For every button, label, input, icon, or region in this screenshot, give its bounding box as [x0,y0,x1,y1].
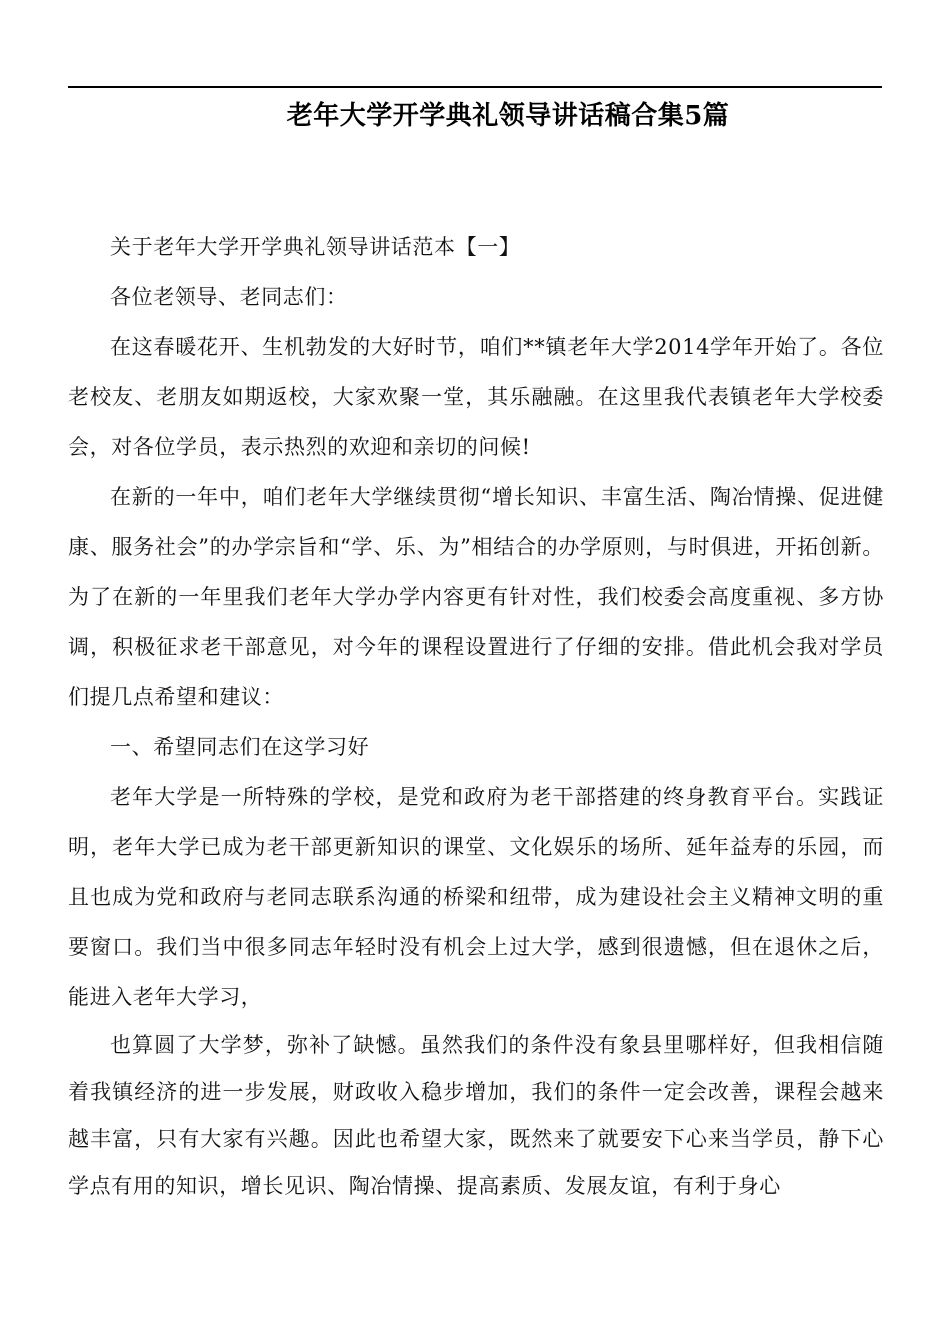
subheading: 一、希望同志们在这学习好 [110,735,370,759]
body-paragraph: 老年大学是一所特殊的学校，是党和政府为老干部搭建的终身教育平台。实践证明，老年大学已成为老干部更新知识的课堂、文化娱乐的场所、延年益寿的乐园，而且也成为党和政府与老同志联系沟通的桥梁和纽带，成为建设社会主义精神文明的重要窗口。我们当中很多同志年轻时没有机会上过大学，感到很遗憾，但在退休之后，能进入老年大学习， [68,785,884,1009]
salutation: 各位老领导、老同志们： [110,285,348,309]
body-paragraph: 在这春暖花开、生机勃发的大好时节，咱们**镇老年大学2014学年开始了。各位老校友、老朋友如期返校，大家欢聚一堂，其乐融融。在这里我代表镇老年大学校委会，对各位学员，表示热烈的欢迎和亲切的问候! [68,335,884,459]
document-title: 老年大学开学典礼领导讲话稿合集5篇 [286,101,730,131]
body-paragraph: 也算圆了大学梦，弥补了缺憾。虽然我们的条件没有象县里哪样好，但我相信随着我镇经济的进一步发展，财政收入稳步增加，我们的条件一定会改善，课程会越来越丰富，只有大家有兴趣。因此也希望大家，既然来了就要安下心来当学员，静下心学点有用的知识，增长见识、陶冶情操、提高素质、发展友谊，有利于身心 [68,1033,884,1198]
header-rule [68,86,882,88]
body-paragraph: 在新的一年中，咱们老年大学继续贯彻“增长知识、丰富生活、陶冶情操、促进健康、服务社会”的办学宗旨和“学、乐、为”相结合的办学原则，与时俱进，开拓创新。为了在新的一年里我们老年大学办学内容更有针对性，我们校委会高度重视、多方协调，积极征求老干部意见，对今年的课程设置进行了仔细的安排。借此机会我对学员们提几点希望和建议： [68,485,884,709]
section-heading: 关于老年大学开学典礼领导讲话范本【一】 [110,235,521,259]
document-body [68,222,884,1210]
